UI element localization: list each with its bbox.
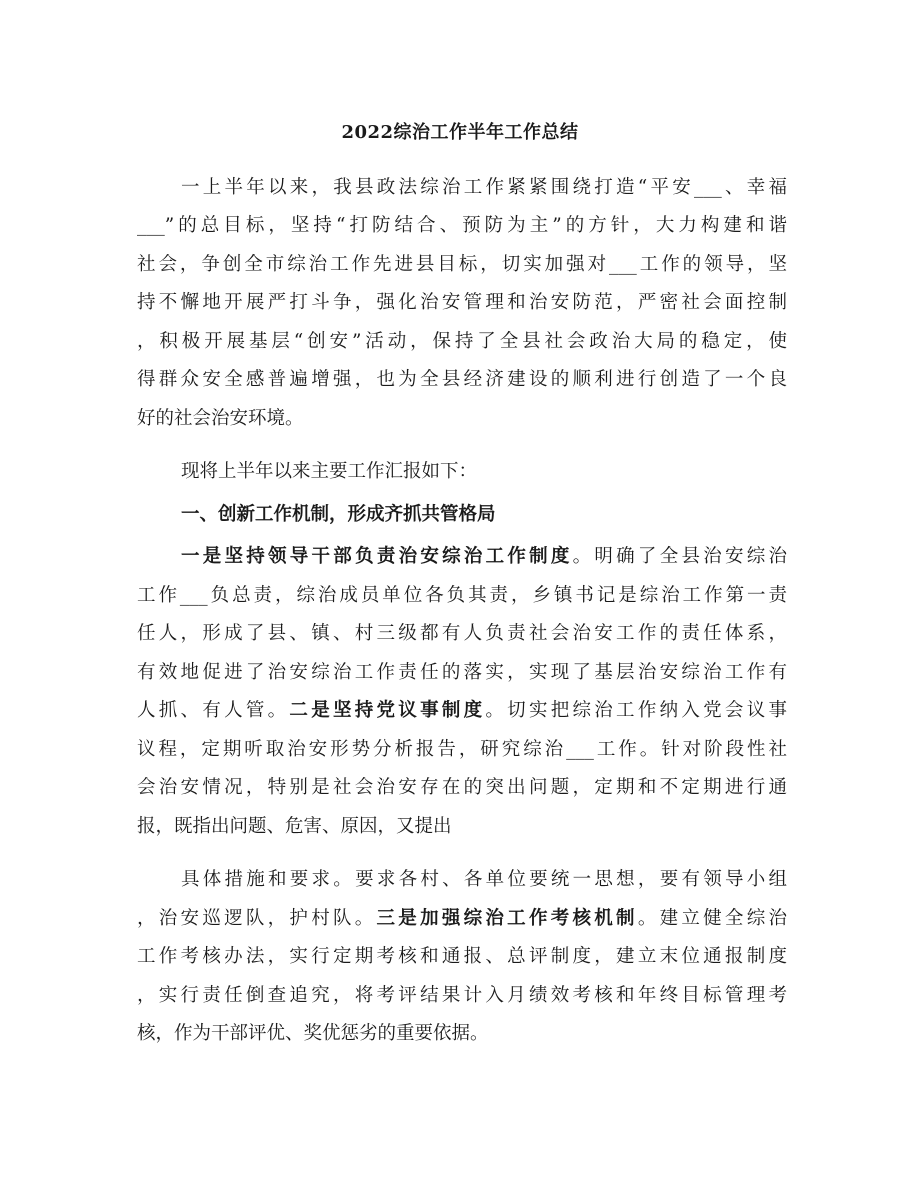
paragraph-line: 工作___负总责，综治成员单位各负其责，乡镇书记是综治工作第一责 bbox=[137, 585, 787, 606]
paragraph-line: 好的社会治安环境。 bbox=[137, 408, 304, 429]
paragraph-line: 工作考核办法，实行定期考核和通报、总评制度，建立末位通报制度 bbox=[137, 946, 787, 967]
paragraph-line bbox=[137, 907, 787, 931]
paragraph-line: 有效地促进了治安综治工作责任的落实，实现了基层治安综治工作有 bbox=[137, 662, 787, 683]
paragraph-line bbox=[181, 545, 787, 569]
line-text: 。明确了全县治安综治 bbox=[572, 546, 787, 567]
line-text: 。切实把综治工作纳入党会议事 bbox=[485, 700, 787, 721]
paragraph-line: 社会，争创全市综治工作先进县目标，切实加强对___工作的领导，坚 bbox=[137, 254, 787, 275]
paragraph-line: ，实行责任倒查追究，将考评结果计入月绩效考核和年终目标管理考 bbox=[137, 985, 787, 1006]
paragraph-line: 持不懈地开展严打斗争，强化治安管理和治安防范，严密社会面控制 bbox=[137, 292, 787, 313]
document-title: 2022综治工作半年工作总结 bbox=[341, 122, 579, 143]
bold-lead: 一是坚持领导干部负责治安综治工作制度 bbox=[181, 546, 573, 567]
line-text: 。建立健全综治 bbox=[637, 908, 787, 929]
paragraph-line: 报，既指出问题、危害、原因，又提出 bbox=[137, 816, 452, 837]
paragraph-line: 得群众安全感普遍增强，也为全县经济建设的顺利进行创造了一个良 bbox=[137, 369, 787, 390]
line-text: 人抓、有人管。 bbox=[137, 700, 290, 721]
line-text: ，治安巡逻队，护村队。 bbox=[137, 908, 377, 929]
paragraph-line: 现将上半年以来主要工作汇报如下： bbox=[181, 461, 478, 482]
paragraph-line: 具体措施和要求。要求各村、各单位要统一思想，要有领导小组 bbox=[181, 869, 787, 890]
paragraph-line: ，积极开展基层“创安”活动，保持了全县社会政治大局的稳定，使 bbox=[137, 331, 787, 352]
section-heading: 一、创新工作机制，形成齐抓共管格局 bbox=[181, 504, 496, 525]
paragraph-line: ___”的总目标，坚持“打防结合、预防为主”的方针，大力构建和谐 bbox=[137, 215, 787, 236]
paragraph-line: 核，作为干部评优、奖优惩劣的重要依据。 bbox=[137, 1023, 489, 1044]
paragraph-line: 会治安情况，特别是社会治安存在的突出问题，定期和不定期进行通 bbox=[137, 777, 787, 798]
paragraph-line: 议程，定期听取治安形势分析报告，研究综治___工作。针对阶段性社 bbox=[137, 739, 787, 760]
paragraph-line bbox=[137, 699, 787, 723]
paragraph-line: 任人，形成了县、镇、村三级都有人负责社会治安工作的责任体系， bbox=[137, 623, 787, 644]
bold-lead: 二是坚持党议事制度 bbox=[289, 700, 486, 721]
bold-lead: 三是加强综治工作考核机制 bbox=[376, 908, 638, 929]
paragraph-line: 一上半年以来，我县政法综治工作紧紧围绕打造“平安___、幸福 bbox=[181, 177, 787, 198]
